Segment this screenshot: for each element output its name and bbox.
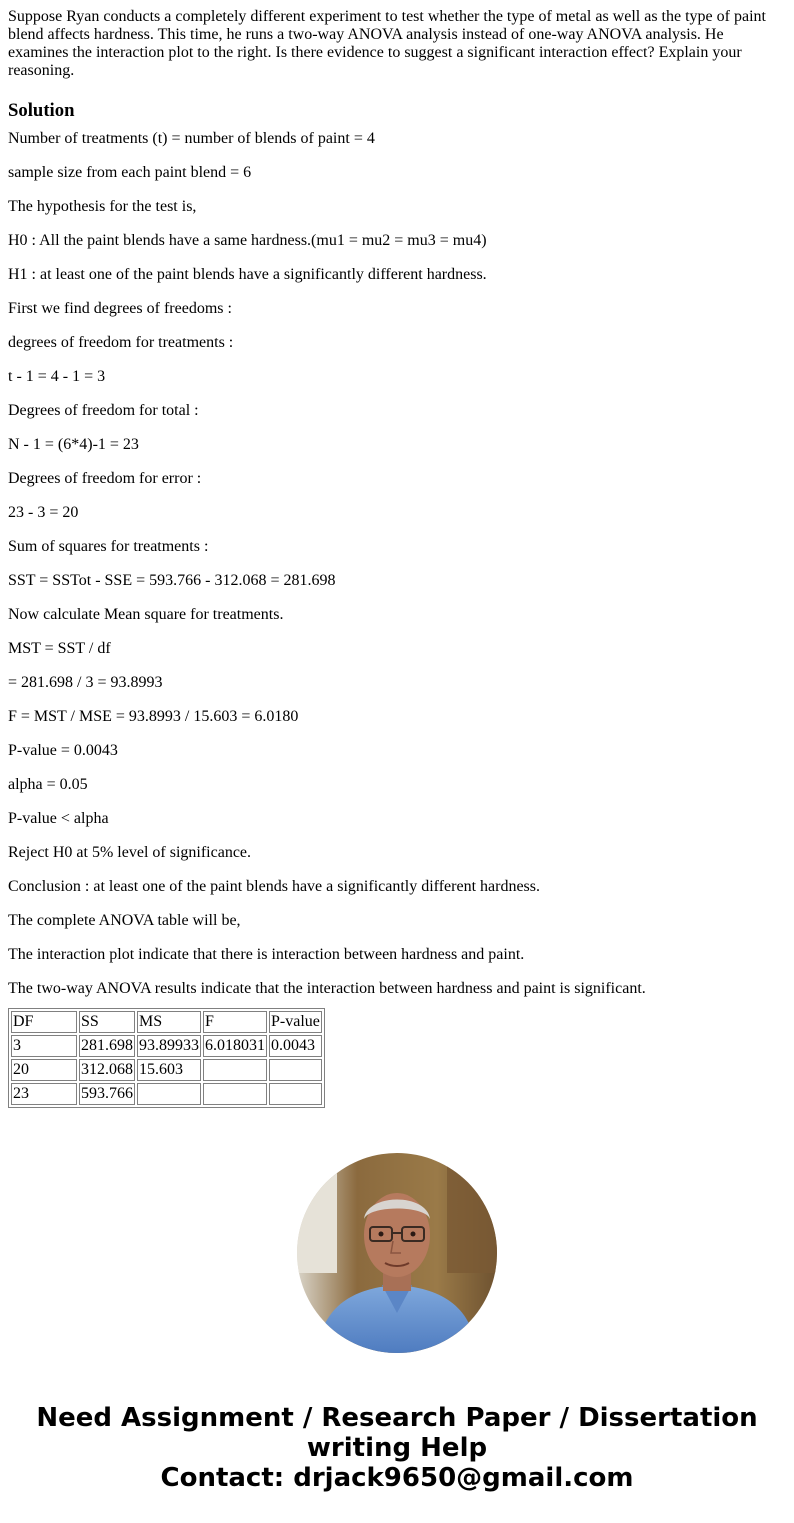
anova-table (8, 1008, 325, 1108)
table-cell: 23 (11, 1083, 77, 1105)
solution-line: 23 - 3 = 20 (8, 504, 79, 521)
solution-line: Number of treatments (t) = number of blends of paint = 4 (8, 130, 375, 147)
avatar-portrait-image (297, 1153, 497, 1353)
table-cell: 6.018031 (203, 1035, 267, 1057)
solution-line: N - 1 = (6*4)-1 = 23 (8, 436, 139, 453)
table-header-cell: F (203, 1011, 267, 1033)
solution-line: = 281.698 / 3 = 93.8993 (8, 674, 163, 691)
solution-line: Degrees of freedom for error : (8, 470, 202, 487)
table-cell: 20 (11, 1059, 77, 1081)
table-cell: 593.766 (79, 1083, 135, 1105)
solution-line: The two-way ANOVA results indicate that the interaction between hardness and paint is significant. (8, 980, 646, 997)
solution-line: Sum of squares for treatments : (8, 538, 209, 555)
table-cell: 15.603 (137, 1059, 201, 1081)
solution-line: The interaction plot indicate that there is interaction between hardness and paint. (8, 946, 525, 963)
table-cell: 0.0043 (269, 1035, 322, 1057)
table-cell (137, 1083, 201, 1105)
table-cell (269, 1059, 322, 1081)
solution-line: Now calculate Mean square for treatments. (8, 606, 284, 623)
solution-line: First we find degrees of freedoms : (8, 300, 232, 317)
table-cell (269, 1083, 322, 1105)
table-row (11, 1059, 322, 1081)
table-header-cell: DF (11, 1011, 77, 1033)
solution-line: Reject H0 at 5% level of significance. (8, 844, 252, 861)
table-row (11, 1083, 322, 1105)
solution-lines (8, 130, 786, 998)
solution-line: H0 : All the paint blends have a same hardness.(mu1 = mu2 = mu3 = mu4) (8, 232, 487, 249)
solution-line: alpha = 0.05 (8, 776, 88, 793)
table-cell (203, 1059, 267, 1081)
footer-line: writing Help (306, 1433, 488, 1463)
solution-line: Conclusion : at least one of the paint blends have a significantly different hardness. (8, 878, 541, 895)
table-cell (203, 1083, 267, 1105)
table-header-cell: SS (79, 1011, 135, 1033)
table-header-cell: MS (137, 1011, 201, 1033)
table-cell: 93.89933 (137, 1035, 201, 1057)
solution-line: SST = SSTot - SSE = 593.766 - 312.068 = 281.698 (8, 572, 336, 589)
solution-heading: Solution (8, 100, 75, 121)
solution-line: The complete ANOVA table will be, (8, 912, 241, 929)
table-cell: 3 (11, 1035, 77, 1057)
footer-contact: Contact: drjack9650@gmail.com (160, 1463, 634, 1493)
table-row (11, 1035, 322, 1057)
table-header-row (11, 1011, 322, 1033)
footer-banner (0, 1403, 794, 1493)
footer-line: Need Assignment / Research Paper / Dissertation (36, 1403, 758, 1433)
table-header-cell: P-value (269, 1011, 322, 1033)
question-text: Suppose Ryan conducts a completely different experiment to test whether the type of metal as well as the type of paint blend affects hardness. This time, he runs a two-way ANOVA analysis instead of one-way ANOVA analysis. He examines the interaction plot to the right. Is there evidence to suggest a significant interaction effect? Explain your reasoning. (8, 8, 766, 79)
solution-line: MST = SST / df (8, 640, 111, 657)
solution-line: H1 : at least one of the paint blends have a significantly different hardness. (8, 266, 487, 283)
table-cell: 312.068 (79, 1059, 135, 1081)
table-cell: 281.698 (79, 1035, 135, 1057)
solution-line: degrees of freedom for treatments : (8, 334, 234, 351)
avatar (297, 1153, 497, 1353)
solution-line: t - 1 = 4 - 1 = 3 (8, 368, 106, 385)
solution-line: P-value = 0.0043 (8, 742, 118, 759)
solution-line: The hypothesis for the test is, (8, 198, 197, 215)
solution-line: Degrees of freedom for total : (8, 402, 199, 419)
solution-line: sample size from each paint blend = 6 (8, 164, 252, 181)
solution-line: P-value < alpha (8, 810, 109, 827)
solution-line: F = MST / MSE = 93.8993 / 15.603 = 6.0180 (8, 708, 299, 725)
